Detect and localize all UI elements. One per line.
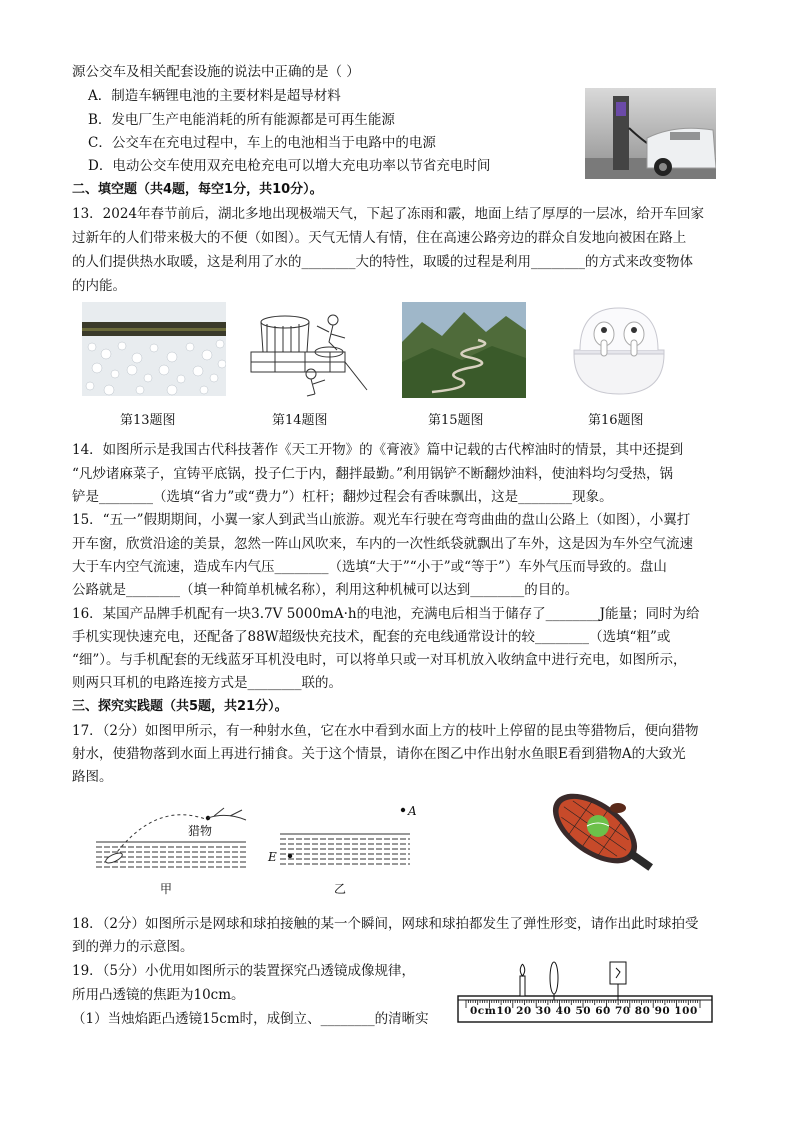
fig16-earbuds-case-photo <box>566 300 672 400</box>
q16-line-2: 手机实现快速充电，还配备了88W超级快充技术，配套的充电线通常设计的较________（选填“粗”或 <box>72 629 671 645</box>
fig14-caption: 第14题图 <box>272 413 328 428</box>
q17-line-3: 路图。 <box>72 769 113 785</box>
q19-ruler-tick: 60 <box>595 1005 611 1017</box>
q15-line-3: 大于车内空气流速，造成车内气压________（选填“大于”“小于”或“等于”）车外气压而导致的。盘山 <box>72 559 667 575</box>
fig16-caption: 第16题图 <box>588 413 644 428</box>
q19-ruler-tick: 10 <box>496 1005 512 1017</box>
fig15-mountain-road-photo <box>402 302 526 398</box>
q19-ruler-tick: 90 <box>654 1005 671 1017</box>
q19-ruler-labels <box>470 1005 698 1017</box>
q13-line-1: 13．2024年春节前后，湖北多地出现极端天气，下起了冻雨和霰，地面上结了厚厚的一层冰，给开车回家 <box>72 206 705 222</box>
q19-line-3: （1）当烛焰距凸透镜15cm时，成倒立、________的清晰实 <box>72 1011 429 1027</box>
q14-line-3: 铲是________（选填“省力”或“费力”）杠杆；翻炒过程会有香味飘出，这是________现象。 <box>72 489 613 505</box>
q14-line-2: “凡炒诸麻菜子，宜铸平底锅，投子仁于内，翻拌最勤。”利用锅铲不断翻炒油料，使油料均匀受热，锅 <box>72 466 674 482</box>
q17-label-yi: 乙 <box>334 882 347 896</box>
q12-option-d: D．电动公交车使用双充电枪充电可以增大充电功率以节省充电时间 <box>88 158 491 174</box>
q19-ruler-tick: 20 <box>516 1005 532 1017</box>
q17-point-a: A <box>408 804 417 818</box>
q15-line-4: 公路就是________（填一种简单机械名称），利用这种机械可以达到________的目的。 <box>72 582 579 598</box>
q15-line-1: 15．“五一”假期期间，小翼一家人到武当山旅游。观光车行驶在弯弯曲曲的盘山公路上（如图），小翼打 <box>72 512 691 528</box>
q19-ruler-tick: 70 <box>615 1005 631 1017</box>
section-2-heading: 二、填空题（共4题，每空1分，共10分）。 <box>72 182 323 197</box>
q18-line-1: 18．（2分）如图所示是网球和球拍接触的某一个瞬间，网球和球拍都发生了弹性形变，请作出此时球拍受 <box>72 916 699 932</box>
q16-line-4: 则两只耳机的电路连接方式是________联的。 <box>72 675 342 691</box>
q13-line-3: 的人们提供热水取暖，这是利用了水的________大的特性，取暖的过程是利用________的方式来改变物体 <box>72 254 693 270</box>
q17-fig-yi-diagram <box>270 800 420 880</box>
q18-line-2: 到的弹力的示意图。 <box>72 939 194 955</box>
q14-line-1: 14．如图所示是我国古代科技著作《天工开物》的《膏液》篇中记载的古代榨油时的情景，其中还提到 <box>72 442 684 458</box>
q19-ruler-tick: 40 <box>555 1005 572 1017</box>
q19-ruler-unit: 0cm <box>470 1005 497 1017</box>
q19-optical-bench <box>454 956 716 1030</box>
section-3-heading: 三、探究实践题（共5题，共21分）。 <box>72 699 288 714</box>
q17-label-jia: 甲 <box>160 882 173 896</box>
fig13-ice-pellets-photo <box>82 302 226 396</box>
q19-ruler-tick: 100 <box>674 1005 698 1017</box>
q17-prey-label: 猎物 <box>188 824 213 838</box>
q13-line-2: 过新年的人们带来极大的不便（如图）。天气无情人有情，住在高速公路旁边的群众自发地向被困在路上 <box>72 230 687 246</box>
q19-line-1: 19．（5分）小优用如图所示的装置探究凸透镜成像规律， <box>72 963 416 979</box>
q17-fig-jia-archerfish <box>96 806 266 878</box>
q17-line-2: 射水，使猎物落到水面上再进行捕食。关于这个情景，请你在图乙中作出射水鱼眼E看到猎物A的大致光 <box>72 746 686 762</box>
q16-line-1: 16．某国产品牌手机配有一块3.7V 5000mA·h的电池，充满电后相当于储存了________J能量；同时为给 <box>72 606 700 622</box>
fig14-oil-press-illustration <box>245 302 371 398</box>
q19-ruler-tick: 30 <box>535 1005 552 1017</box>
q12-option-c: C．公交车在充电过程中，车上的电池相当于电路中的电源 <box>88 135 436 151</box>
fig15-caption: 第15题图 <box>428 413 484 428</box>
q19-ruler-tick: 80 <box>634 1005 651 1017</box>
q19-ruler-tick: 50 <box>575 1005 592 1017</box>
q12-option-b: B．发电厂生产电能消耗的所有能源都是可再生能源 <box>88 112 395 128</box>
q12-stem: 源公交车及相关配套设施的说法中正确的是（ ） <box>72 64 360 80</box>
q16-line-3: “细”）。与手机配套的无线蓝牙耳机没电时，可以将单只或一对耳机放入收纳盒中进行充电，如图所示， <box>72 652 687 668</box>
q19-line-2: 所用凸透镜的焦距为10cm。 <box>72 987 245 1003</box>
fig13-caption: 第13题图 <box>120 413 176 428</box>
q13-line-4: 的内能。 <box>72 278 126 294</box>
q17-line-1: 17．（2分）如图甲所示，有一种射水鱼，它在水中看到水面上方的枝叶上停留的昆虫等猎物后，便向猎物 <box>72 723 699 739</box>
q18-tennis-racket-photo <box>534 782 664 888</box>
charging-station-photo <box>585 88 716 179</box>
q15-line-2: 开车窗，欣赏沿途的美景，忽然一阵山风吹来，车内的一次性纸袋就飘出了车外，这是因为车外空气流速 <box>72 536 693 552</box>
q17-point-e: E <box>268 850 277 864</box>
q12-option-a: A．制造车辆锂电池的主要材料是超导材料 <box>88 88 341 104</box>
